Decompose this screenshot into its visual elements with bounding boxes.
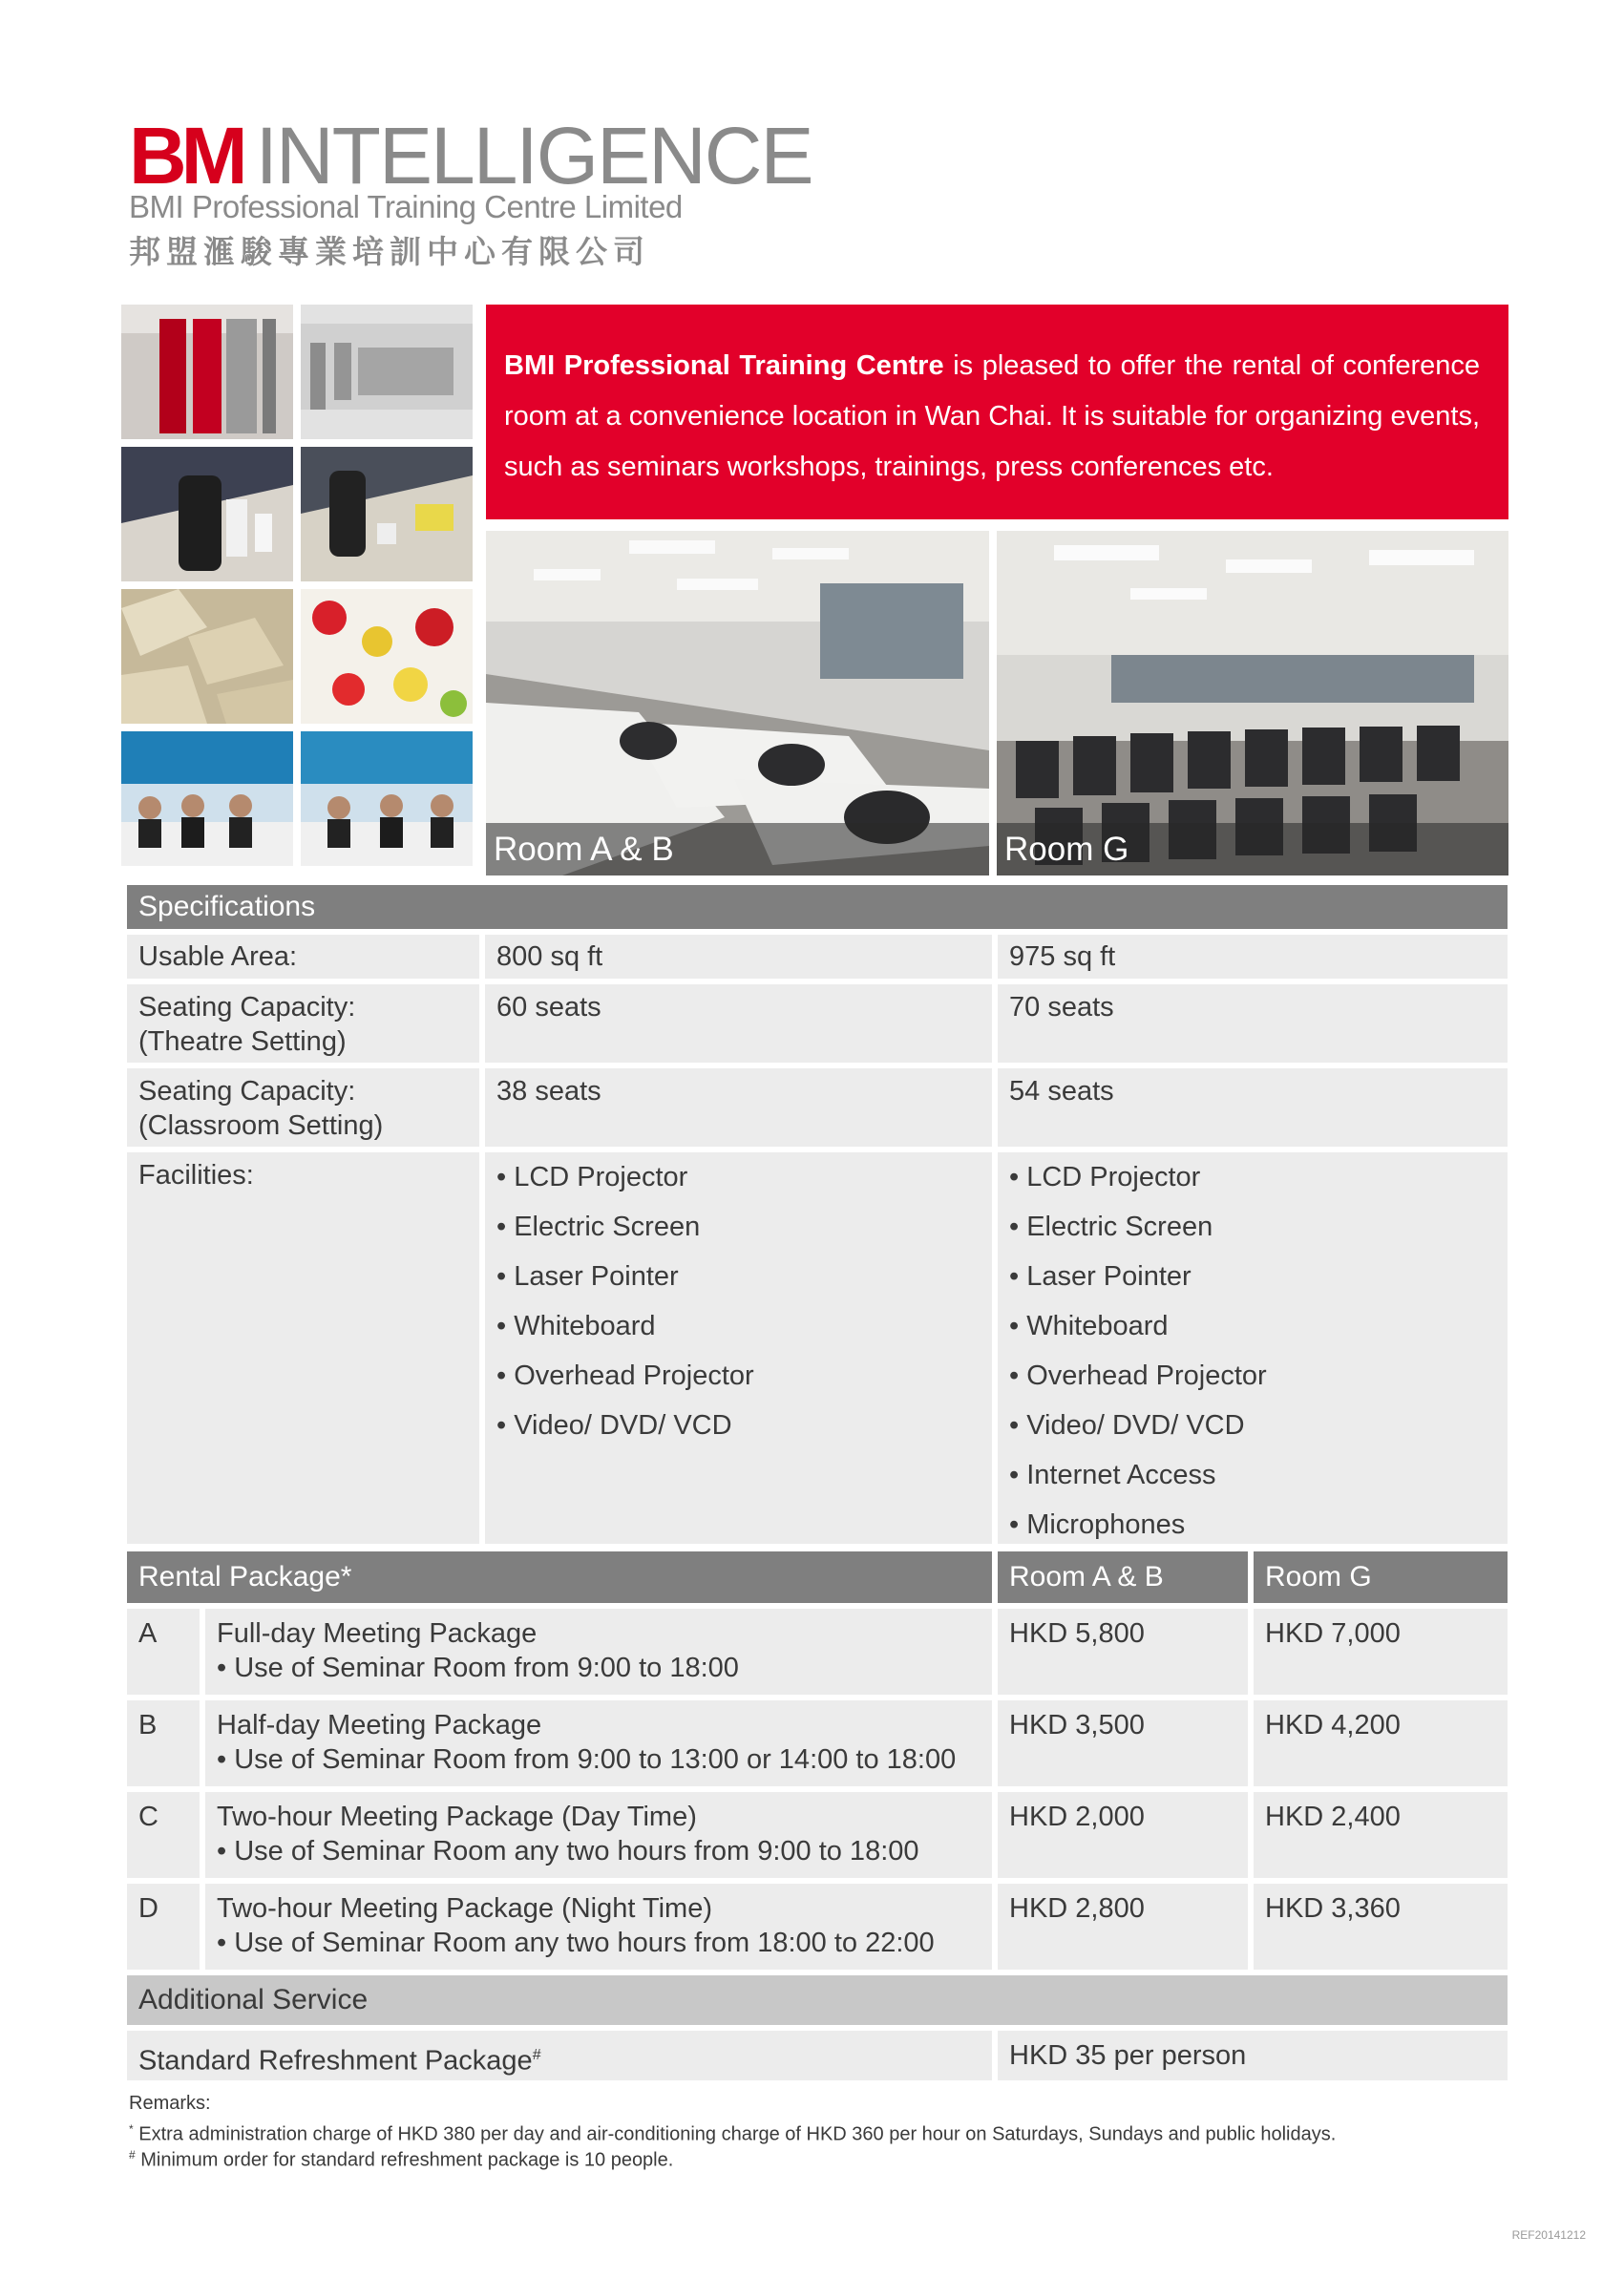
photo-thermos xyxy=(121,447,293,581)
company-name-en: BMI Professional Training Centre Limited xyxy=(129,189,683,224)
package-b-description xyxy=(205,1700,992,1786)
spec-g-classroom: 54 seats xyxy=(998,1068,1508,1147)
photo-room-ab xyxy=(486,531,989,875)
intro-company: BMI Professional Training Centre xyxy=(504,350,944,381)
package-code-c: C xyxy=(127,1792,200,1878)
package-a-price-g: HKD 7,000 xyxy=(1254,1609,1508,1695)
refreshment-package-label xyxy=(127,2031,992,2080)
list-item: • Whiteboard xyxy=(1009,1311,1169,1341)
spec-label-classroom: Seating Capacity: (Classroom Setting) xyxy=(127,1068,479,1147)
package-a-title: Full-day Meeting Package xyxy=(217,1618,538,1649)
list-item: • Electric Screen xyxy=(496,1212,701,1242)
package-a-price-ab: HKD 5,800 xyxy=(998,1609,1248,1695)
facilities-list-g xyxy=(998,1152,1508,1544)
package-d-title: Two-hour Meeting Package (Night Time) xyxy=(217,1893,712,1924)
spec-g-theatre: 70 seats xyxy=(998,984,1508,1063)
room-ab-caption: Room A & B xyxy=(486,823,989,875)
package-d-price-g: HKD 3,360 xyxy=(1254,1884,1508,1970)
rental-package-header: Rental Package* xyxy=(127,1551,992,1603)
spec-g-usable-area: 975 sq ft xyxy=(998,935,1508,979)
photo-room-g xyxy=(997,531,1508,875)
logo-mark: BM xyxy=(129,111,243,200)
list-item: • Electric Screen xyxy=(1009,1212,1213,1242)
spec-ab-usable-area: 800 sq ft xyxy=(485,935,992,979)
list-item: • LCD Projector xyxy=(496,1162,688,1192)
package-a-detail: • Use of Seminar Room from 9:00 to 18:00 xyxy=(217,1653,739,1683)
package-b-title: Half-day Meeting Package xyxy=(217,1710,542,1740)
spec-ab-theatre: 60 seats xyxy=(485,984,992,1063)
specifications-header: Specifications xyxy=(127,885,1508,929)
remark-1-mark: * xyxy=(129,2122,134,2136)
facilities-list-ab xyxy=(485,1152,992,1544)
refreshment-package-name: Standard Refreshment Package xyxy=(138,2045,533,2077)
package-c-title: Two-hour Meeting Package (Day Time) xyxy=(217,1802,697,1832)
package-code-b: B xyxy=(127,1700,200,1786)
list-item: • Overhead Projector xyxy=(496,1360,754,1391)
photo-press-conference-right xyxy=(301,731,473,866)
list-item: • LCD Projector xyxy=(1009,1162,1201,1192)
reference-code: REF20141212 xyxy=(1511,2228,1586,2242)
package-d-price-ab: HKD 2,800 xyxy=(998,1884,1248,1970)
remarks-title: Remarks: xyxy=(129,2093,211,2114)
package-c-description xyxy=(205,1792,992,1878)
package-a-description xyxy=(205,1609,992,1695)
photo-press-conference-left xyxy=(121,731,293,866)
package-c-price-ab: HKD 2,000 xyxy=(998,1792,1248,1878)
refreshment-footnote-mark: # xyxy=(532,2047,541,2063)
list-item: • Laser Pointer xyxy=(496,1261,679,1292)
refreshment-package-price: HKD 35 per person xyxy=(998,2031,1508,2080)
package-code-d: D xyxy=(127,1884,200,1970)
package-d-description xyxy=(205,1884,992,1970)
room-g-caption: Room G xyxy=(997,823,1508,875)
package-c-price-g: HKD 2,400 xyxy=(1254,1792,1508,1878)
list-item: • Laser Pointer xyxy=(1009,1261,1192,1292)
photo-tea-set xyxy=(301,447,473,581)
list-item: • Video/ DVD/ VCD xyxy=(496,1410,732,1441)
photo-logo-wall-left xyxy=(121,305,293,439)
additional-service-header: Additional Service xyxy=(127,1975,1508,2025)
spec-label-facilities: Facilities: xyxy=(127,1152,479,1544)
intro-box xyxy=(486,305,1508,519)
package-code-a: A xyxy=(127,1609,200,1695)
company-name-zh: 邦盟滙駿專業培訓中心有限公司 xyxy=(129,234,650,269)
list-item: • Microphones xyxy=(1009,1509,1186,1540)
logo-word: INTELLIGENCE xyxy=(255,111,812,200)
remark-2 xyxy=(129,2142,673,2174)
company-logo xyxy=(129,113,812,199)
package-b-price-ab: HKD 3,500 xyxy=(998,1700,1248,1786)
remark-2-text: Minimum order for standard refreshment package is 10 people. xyxy=(140,2149,674,2171)
photo-sandwiches xyxy=(121,589,293,724)
list-item: • Whiteboard xyxy=(496,1311,656,1341)
photo-fruit xyxy=(301,589,473,724)
package-b-detail: • Use of Seminar Room from 9:00 to 13:00 or 14:00 to 18:00 xyxy=(217,1744,957,1775)
list-item: • Video/ DVD/ VCD xyxy=(1009,1410,1245,1441)
package-c-detail: • Use of Seminar Room any two hours from 9:00 to 18:00 xyxy=(217,1836,919,1867)
remark-2-mark: # xyxy=(129,2148,136,2162)
list-item: • Internet Access xyxy=(1009,1460,1216,1490)
list-item: • Overhead Projector xyxy=(1009,1360,1267,1391)
spec-label-theatre: Seating Capacity: (Theatre Setting) xyxy=(127,984,479,1063)
rental-col-room-g: Room G xyxy=(1254,1551,1508,1603)
intro-text: is pleased to offer the rental of conference room at a convenience location in Wan Chai. It is suitable for organizing events, such as seminars workshops, trainings, press conferences etc. xyxy=(504,350,1481,482)
photo-logo-wall-right xyxy=(301,305,473,439)
spec-label-usable-area: Usable Area: xyxy=(127,935,479,979)
package-b-price-g: HKD 4,200 xyxy=(1254,1700,1508,1786)
rental-col-room-ab: Room A & B xyxy=(998,1551,1248,1603)
package-d-detail: • Use of Seminar Room any two hours from 18:00 to 22:00 xyxy=(217,1928,935,1958)
spec-ab-classroom: 38 seats xyxy=(485,1068,992,1147)
remark-1-text: Extra administration charge of HKD 380 per day and air-conditioning charge of HKD 360 per hour on Saturdays, Sundays and public holidays. xyxy=(138,2123,1337,2145)
